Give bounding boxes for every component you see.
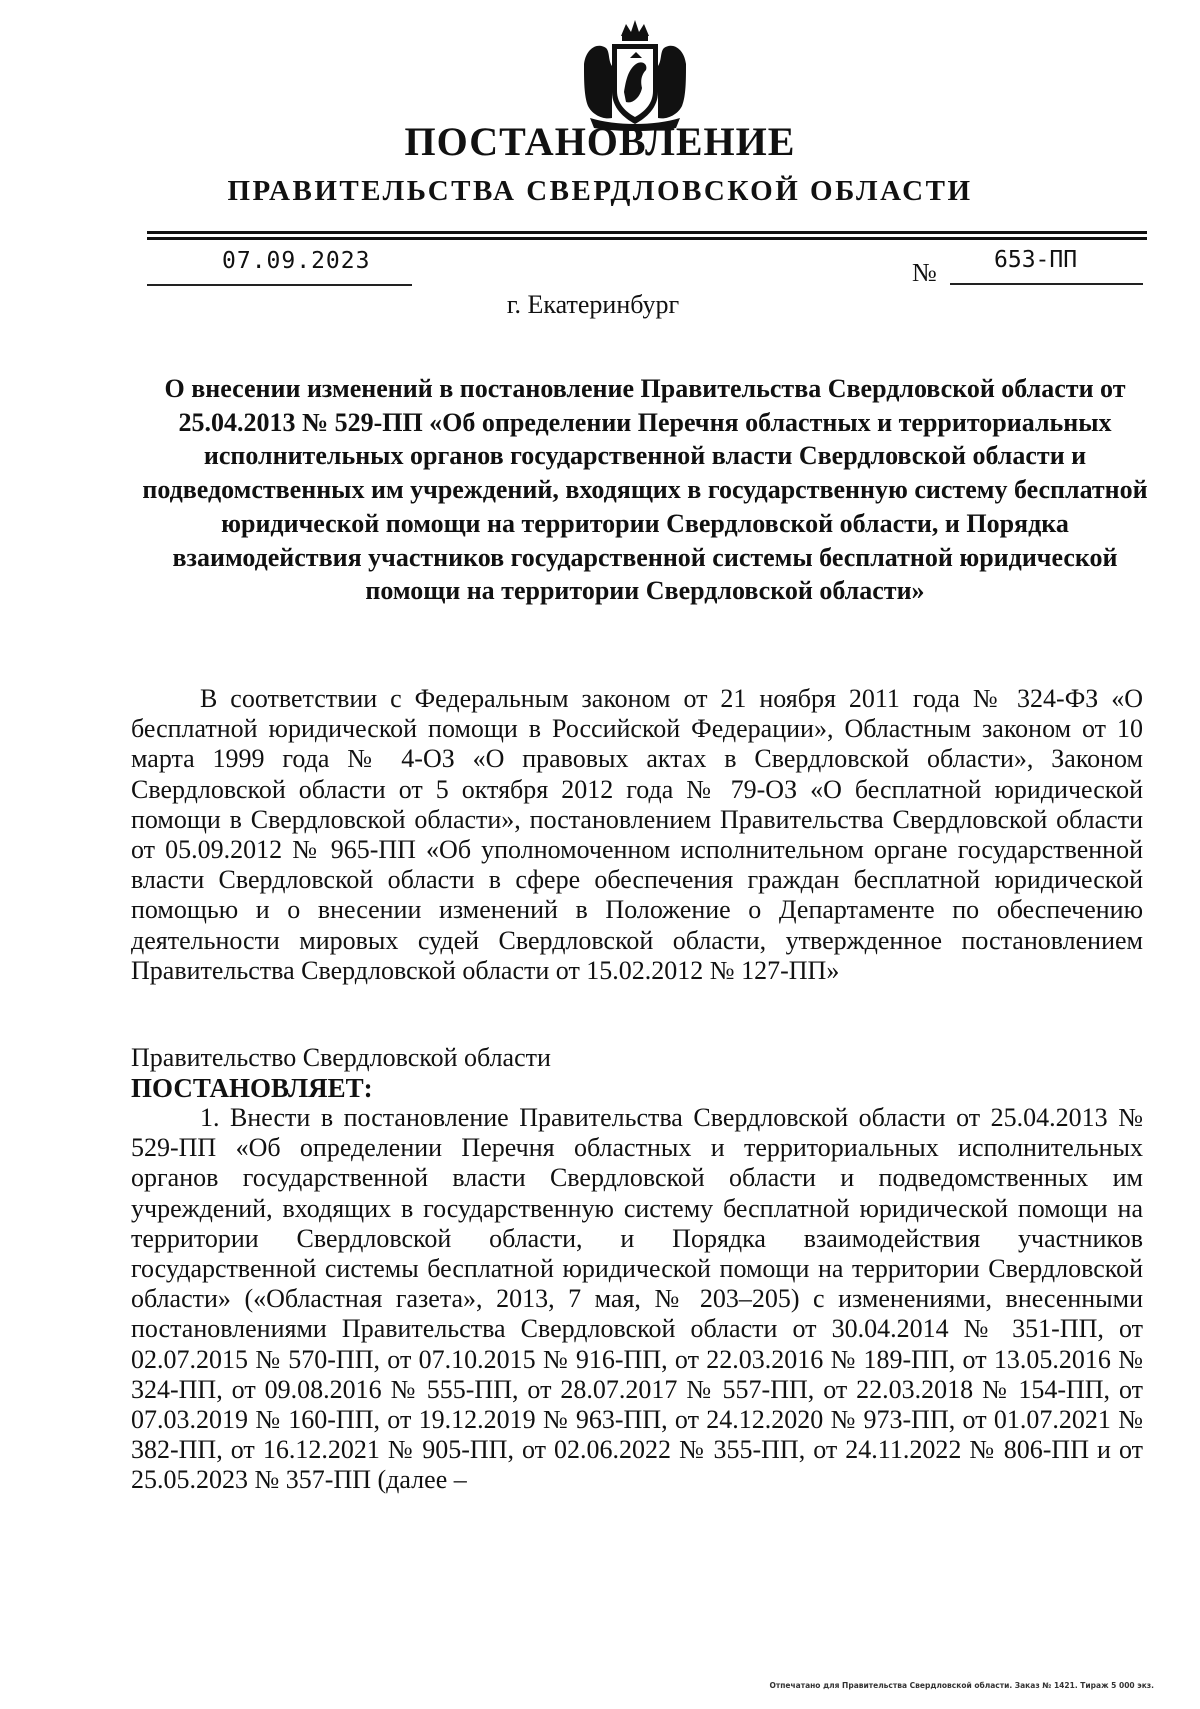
document-number: 653-ПП [994, 247, 1078, 273]
preamble-paragraph: В соответствии с Федеральным законом от 21 ноября 2011 года № 324-ФЗ «О бесплатной юридической помощи в Российской Федерации», Областным законом от 10 марта 1999 года № 4-ОЗ «О правовых актах в Свердловской области», Законом Свердловской области от 5 октября 2012 года № 79-ОЗ «О бесплатной юридической помощи в Свердловской области», постановлением Правительства Свердловской области от 05.09.2012 № 965-ПП «Об уполномоченном исполнительном органе государственной власти Свердловской области в сфере обеспечения граждан бесплатной юридической помощью и о внесении изменений в Положение о Департаменте по обеспечению деятельности мировых судей Свердловской области, утвержденное постановлением Правительства Свердловской области от 15.02.2012 № 127-ПП» [131, 684, 1143, 985]
coat-of-arms-emblem [576, 14, 694, 132]
preamble-ending: Правительство Свердловской области [131, 1043, 551, 1072]
header-rule-bottom [147, 237, 1147, 240]
item-1-paragraph: 1. Внести в постановление Правительства Свердловской области от 25.04.2013 № 529-ПП «Об определении Перечня областных и территориальных исполнительных органов государственной власти Свердловской области и подведомственных им учреждений, входящих в государственную систему бесплатной юридической помощи на территории Свердловской области, и Порядка взаимодействия участников государственной системы бесплатной юридической помощи на территории Свердловской области» («Областная газета», 2013, 7 мая, № 203–205) с изменениями, внесенными постановлениями Правительства Свердловской области от 30.04.2014 № 351-ПП, от 02.07.2015 № 570-ПП, от 07.10.2015 № 916-ПП, от 22.03.2016 № 189-ПП, от 13.05.2016 № 324-ПП, от 09.08.2016 № 555-ПП, от 28.07.2017 № 557-ПП, от 22.03.2018 № 154-ПП, от 07.03.2019 № 160-ПП, от 19.12.2019 № 963-ПП, от 24.12.2020 № 973-ПП, от 01.07.2021 № 382-ПП, от 16.12.2021 № 905-ПП, от 02.06.2022 № 355-ПП, от 24.11.2022 № 806-ПП и от 25.05.2023 № 357-ПП (далее – [131, 1103, 1143, 1495]
city-name: г. Екатеринбург [506, 290, 680, 319]
print-note: Отпечатано для Правительства Свердловской области. Заказ № 1421. Тираж 5 000 экз. [769, 1681, 1154, 1690]
date-underline [147, 284, 412, 286]
header-rule-top [147, 231, 1147, 234]
number-underline [950, 283, 1143, 285]
document-date: 07.09.2023 [222, 248, 371, 274]
resolution-heading: О внесении изменений в постановление Правительства Свердловской области от 25.04.2013 № 529-ПП «Об определении Перечня областных и территориальных исполнительных органов государственной власти Свердловской области и подведомственных им учреждений, входящих в государственную систему бесплатной юридической помощи на территории Свердловской области, и Порядка взаимодействия участников государственной системы бесплатной юридической помощи на территории Свердловской области» [142, 374, 1148, 606]
issuing-authority: ПРАВИТЕЛЬСТВА СВЕРДЛОВСКОЙ ОБЛАСТИ [227, 175, 973, 207]
number-sign: № [912, 258, 937, 287]
decree-word: ПОСТАНОВЛЯЕТ: [131, 1073, 373, 1103]
document-title: ПОСТАНОВЛЕНИЕ [404, 119, 796, 164]
